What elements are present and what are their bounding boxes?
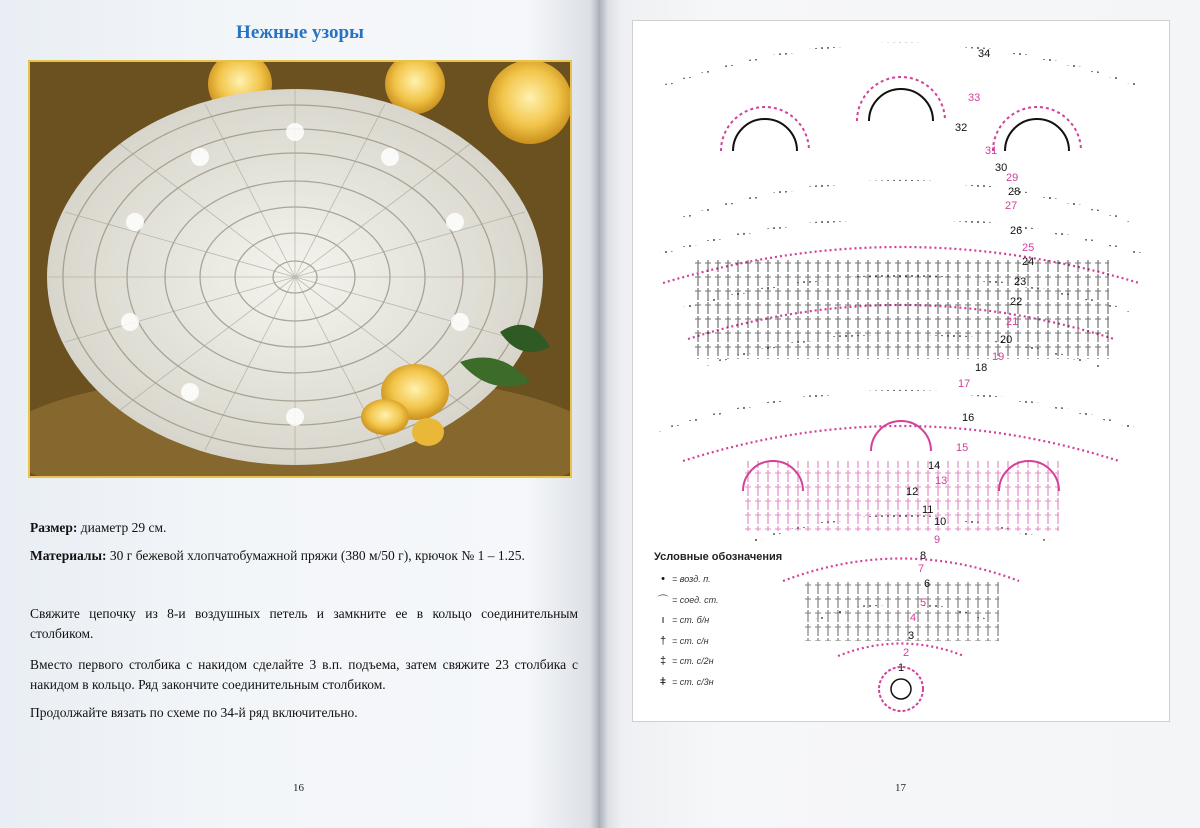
- materials-value: 30 г бежевой хлопчатобумажной пряжи (380 м/50 г), крючок № 1 – 1.25.: [106, 548, 525, 563]
- doily-photo: [28, 60, 572, 478]
- row-number-13: 13: [935, 475, 948, 487]
- book-spine: [590, 0, 608, 828]
- legend-title: Условные обозначения: [654, 551, 783, 563]
- row-number-19: 19: [992, 351, 1005, 363]
- row-number-9: 9: [934, 534, 941, 546]
- row-number-11: 11: [922, 504, 934, 516]
- legend-label: = ст. с/3н: [672, 676, 714, 687]
- legend-item-slip: [654, 590, 804, 611]
- row-number-17: 17: [958, 378, 971, 390]
- legend-label: = ст. с/2н: [672, 656, 714, 667]
- treble-crochet-icon: ‡: [659, 655, 667, 668]
- page-number-right: 17: [895, 782, 906, 794]
- legend-item-double: [654, 631, 804, 652]
- legend-label: = ст. с/н: [672, 635, 709, 646]
- row-number-16: 16: [962, 412, 975, 424]
- row-number-32: 32: [955, 122, 968, 134]
- legend-item-single: [654, 610, 804, 631]
- row-number-1: 1: [898, 662, 905, 674]
- row-number-5: 5: [920, 597, 927, 609]
- legend-item-chain: [654, 569, 804, 590]
- row-number-20: 20: [1000, 334, 1013, 346]
- slip-stitch-icon: ⌒: [657, 594, 669, 607]
- row-number-6: 6: [924, 578, 931, 590]
- row-number-23: 23: [1014, 276, 1027, 288]
- instruction-paragraph-3: Продолжайте вязать по схеме по 34-й ряд включительно.: [30, 705, 358, 720]
- row-number-33: 33: [968, 92, 981, 104]
- materials-line: [30, 546, 570, 566]
- double-treble-crochet-icon: ǂ: [659, 675, 667, 688]
- row-number-22: 22: [1010, 296, 1023, 308]
- row-number-25: 25: [1022, 242, 1035, 254]
- row-number-14: 14: [928, 460, 941, 472]
- page-title: Нежные узоры: [236, 22, 364, 43]
- row-number-7: 7: [918, 563, 925, 575]
- legend-item-treble: [654, 651, 804, 672]
- row-number-26: 26: [1010, 225, 1023, 237]
- row-number-4: 4: [910, 612, 917, 624]
- row-number-31: 31: [985, 145, 998, 157]
- row-number-3: 3: [908, 630, 915, 642]
- row-number-18: 18: [975, 362, 988, 374]
- size-value: диаметр 29 см.: [77, 520, 167, 535]
- legend-item-double-treble: [654, 672, 804, 693]
- single-crochet-icon: ı: [661, 614, 665, 627]
- page-number-left: 16: [293, 782, 304, 794]
- row-number-28: 28: [1008, 186, 1021, 198]
- size-label: Размер:: [30, 520, 78, 535]
- instruction-paragraph-2: Вместо первого столбика с накидом сделайте 3 в.п. подъема, затем свяжите 23 столбика с накидом в кольцо. Ряд закончите соединительным столбиком.: [30, 657, 578, 692]
- row-number-34: 34: [978, 48, 991, 60]
- size-line: [30, 518, 570, 538]
- row-number-29: 29: [1006, 172, 1019, 184]
- chain-stitch-icon: •: [661, 573, 665, 586]
- double-crochet-icon: †: [659, 634, 667, 647]
- row-number-21: 21: [1006, 316, 1019, 328]
- legend-label: = возд. п.: [672, 574, 711, 585]
- left-page: [0, 0, 598, 828]
- legend-label: = ст. б/н: [672, 615, 710, 626]
- legend-label: = соед. ст.: [672, 594, 719, 605]
- materials-label: Материалы:: [30, 548, 107, 563]
- row-number-15: 15: [956, 442, 969, 454]
- row-number-8: 8: [920, 550, 927, 562]
- legend: [654, 551, 804, 692]
- row-number-27: 27: [1005, 200, 1018, 212]
- row-number-2: 2: [903, 647, 910, 659]
- row-number-12: 12: [906, 486, 919, 498]
- row-number-24: 24: [1022, 256, 1035, 268]
- row-number-30: 30: [995, 162, 1008, 174]
- instruction-paragraph-1: Свяжите цепочку из 8-и воздушных петель и замкните ее в кольцо соединительным столбиком.: [30, 606, 578, 641]
- row-number-10: 10: [934, 516, 947, 528]
